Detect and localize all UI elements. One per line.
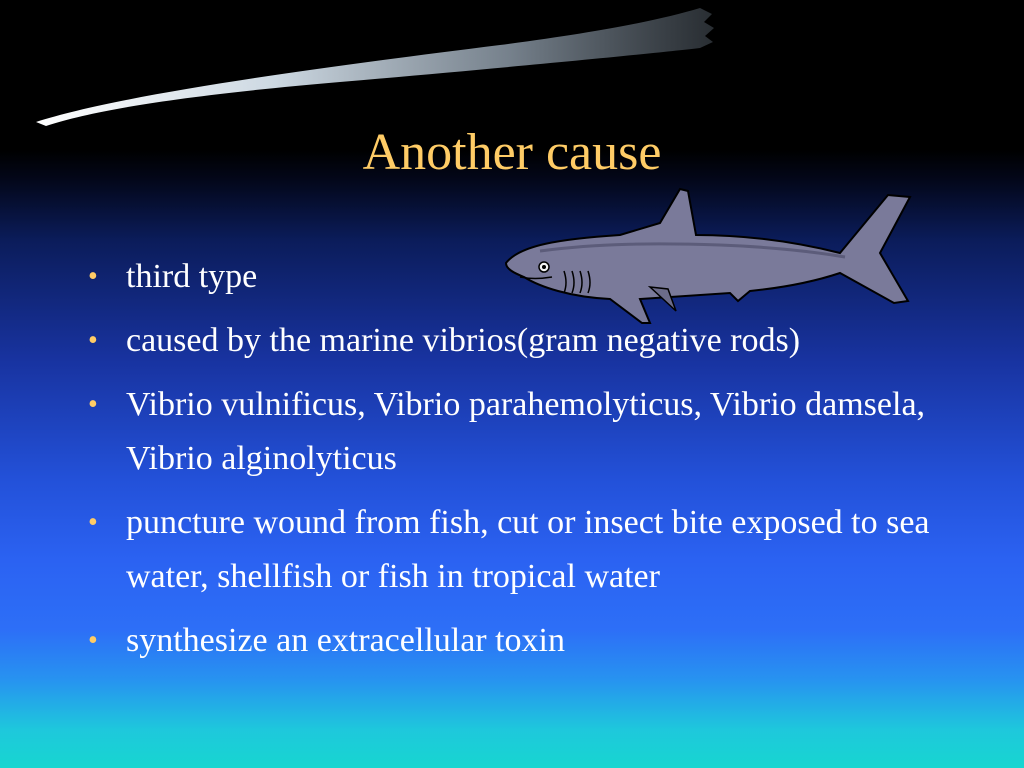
bullet-text: synthesize an extracellular toxin bbox=[126, 622, 565, 659]
list-item bbox=[88, 250, 948, 304]
bullet-text: Vibrio vulnificus, Vibrio parahemolyticus, Vibrio damsela, Vibrio alginolyticus bbox=[126, 386, 926, 477]
bullet-marker: • bbox=[88, 507, 98, 538]
bullet-marker: • bbox=[88, 261, 98, 292]
list-item bbox=[88, 496, 948, 604]
list-item bbox=[88, 378, 948, 486]
list-item bbox=[88, 314, 948, 368]
list-item bbox=[88, 614, 948, 668]
slide-title: Another cause bbox=[362, 124, 662, 181]
bullet-marker: • bbox=[88, 325, 98, 356]
bullet-marker: • bbox=[88, 625, 98, 656]
bullet-marker: • bbox=[88, 389, 98, 420]
bullet-text: puncture wound from fish, cut or insect bite exposed to sea water, shellfish or fish in tropical water bbox=[126, 504, 930, 595]
bullet-text: caused by the marine vibrios(gram negative rods) bbox=[126, 322, 801, 359]
bullet-text: third type bbox=[126, 258, 258, 295]
bullet-list bbox=[88, 250, 948, 678]
comet-streak-graphic bbox=[0, 0, 1024, 140]
